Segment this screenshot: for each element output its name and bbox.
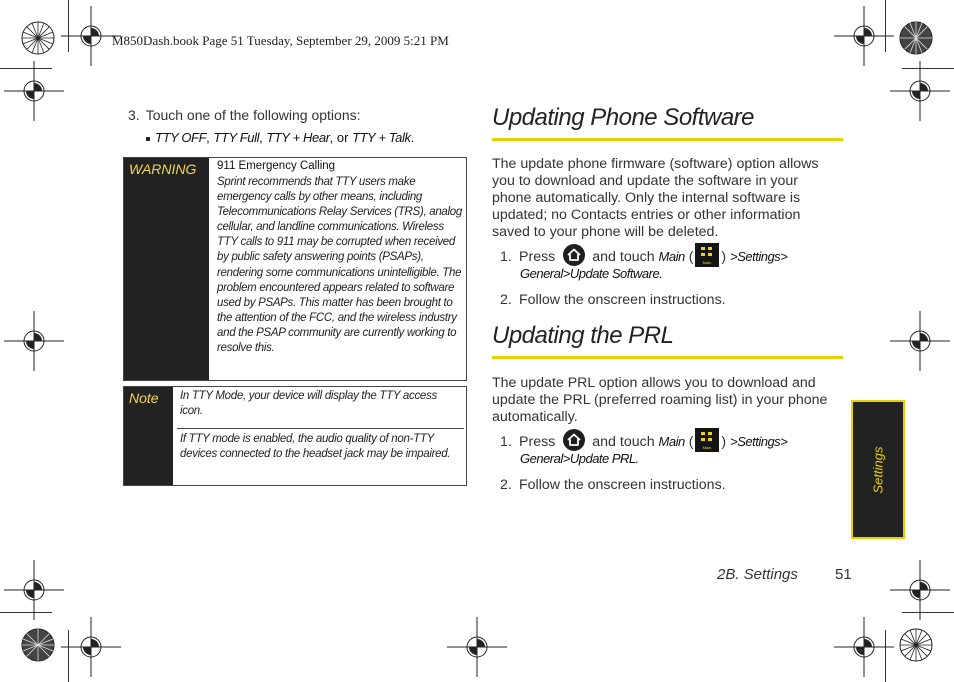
main-label: Main <box>658 248 685 264</box>
registration-mark-icon <box>834 6 894 66</box>
warning-box <box>123 157 467 381</box>
paren-open: ( <box>688 248 694 265</box>
path-separator: > <box>562 266 570 281</box>
path-leaf: Update Software <box>569 266 660 281</box>
note-body-1: In TTY Mode, your device will display the TTY access icon. <box>180 390 437 418</box>
registration-mark-icon <box>4 311 64 371</box>
heading-rule <box>492 138 843 141</box>
tty-option: TTY + Hear <box>266 130 330 145</box>
page-header: M850Dash.book Page 51 Tuesday, September 29, 2009 5:21 PM <box>112 33 449 48</box>
note-label-panel <box>124 387 173 485</box>
section-paragraph-software: The update phone firmware (software) option allows you to download and update the software in your phone automatically. Only the internal software is updated; no Contacts entries or other information saved to your phone will be deleted. <box>492 156 819 240</box>
warning-title: 911 Emergency Calling <box>217 160 336 172</box>
note-label: Note <box>129 390 159 406</box>
note-body-2: If TTY mode is enabled, the audio quality of non-TTY devices connected to the headset jack may be impaired. <box>180 433 451 461</box>
home-icon <box>563 244 585 266</box>
registration-mark-icon <box>4 61 64 121</box>
press-text: Press <box>519 248 556 265</box>
separator: , <box>206 130 210 145</box>
path-settings: Settings <box>737 248 781 264</box>
rosette-icon <box>21 21 55 55</box>
prl-step-1-path <box>520 451 639 466</box>
paren-close: ) <box>721 248 727 265</box>
main-menu-icon <box>695 428 719 452</box>
software-step-2 <box>500 292 726 308</box>
step-number: 2. <box>500 477 512 493</box>
heading-rule <box>492 356 843 359</box>
tty-option: TTY Full <box>213 130 260 145</box>
period: . <box>659 266 663 281</box>
footer-section: 2B. Settings <box>717 566 798 583</box>
period: . <box>635 451 639 466</box>
period: . <box>410 130 415 145</box>
touch-text: and touch <box>592 433 655 450</box>
registration-mark-icon <box>4 560 64 620</box>
step-3 <box>128 107 361 123</box>
step-text: Touch one of the following options: <box>145 107 361 123</box>
step-number: 3. <box>128 107 140 123</box>
separator: , <box>259 130 263 145</box>
main-label: Main <box>658 433 685 449</box>
registration-mark-icon <box>890 311 950 371</box>
section-heading-software: Updating Phone Software <box>492 104 755 131</box>
rosette-icon <box>899 21 933 55</box>
tty-option: TTY OFF <box>155 130 207 145</box>
home-icon <box>563 429 585 451</box>
warning-body: Sprint recommends that TTY users make emergency calls by other means, including Telecommunications Relay Services (TRS), analog cellular, and landline communications. Wireless TTY calls to 911 may be corrupted when received by public safety answering points (PSAPs), rendering some communications unintelligible. The problem encountered appears related to software used by PSAPs. This matter has been brought to the attention of the FCC, and the wireless industry and the PSAP community are currently working to resolve this. <box>217 176 462 355</box>
registration-mark-icon <box>834 617 894 677</box>
side-tab-label: Settings <box>870 446 886 493</box>
step-number: 1. <box>500 248 512 265</box>
warning-label: WARNING <box>129 161 197 177</box>
rosette-icon <box>899 628 933 662</box>
path-separator: > <box>780 248 788 264</box>
step-number: 2. <box>500 292 512 308</box>
path-separator: > <box>780 433 788 449</box>
step-number: 1. <box>500 433 512 450</box>
path-separator: > <box>730 433 738 449</box>
registration-mark-icon <box>447 617 507 677</box>
paren-open: ( <box>688 433 694 450</box>
footer-page-number: 51 <box>835 566 852 583</box>
section-side-tab <box>851 400 905 539</box>
path-separator: > <box>730 248 738 264</box>
prl-step-2 <box>500 477 726 493</box>
tty-option: TTY + Talk <box>352 130 411 145</box>
path-general: General <box>520 451 563 466</box>
main-menu-icon <box>695 243 719 267</box>
main-icon-caption: Main <box>703 445 712 450</box>
warning-label-panel <box>124 158 209 380</box>
note-box <box>123 386 467 486</box>
bullet-icon <box>146 137 150 141</box>
section-heading-prl: Updating the PRL <box>492 322 674 349</box>
registration-mark-icon <box>890 61 950 121</box>
path-settings: Settings <box>737 433 781 449</box>
separator: , <box>329 130 334 145</box>
registration-mark-icon <box>61 617 121 677</box>
paren-close: ) <box>721 433 727 450</box>
path-separator: > <box>562 451 570 466</box>
tty-options-list <box>146 130 414 145</box>
rosette-icon <box>21 628 55 662</box>
main-icon-caption: Main <box>703 260 712 265</box>
path-leaf: Update PRL <box>569 451 636 466</box>
path-general: General <box>520 266 563 281</box>
step-text: Follow the onscreen instructions. <box>519 292 726 308</box>
section-paragraph-prl: The update PRL option allows you to download and update the PRL (preferred roaming list) in your phone automatically. <box>492 375 828 425</box>
step-text: Follow the onscreen instructions. <box>519 477 726 493</box>
or-word: or <box>336 130 349 145</box>
registration-mark-icon <box>890 560 950 620</box>
software-step-1-path <box>520 266 662 281</box>
note-divider <box>177 428 464 429</box>
touch-text: and touch <box>592 248 655 265</box>
press-text: Press <box>519 433 556 450</box>
